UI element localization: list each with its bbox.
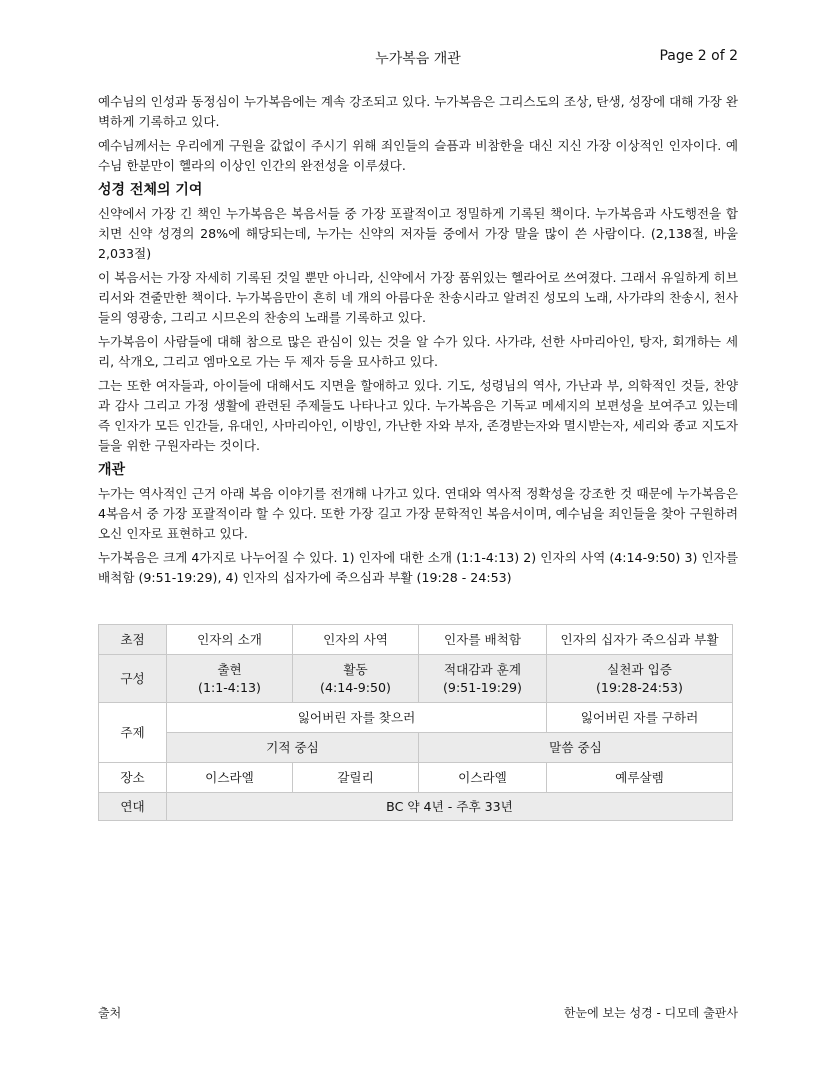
table-cell bbox=[293, 655, 419, 703]
table-cell: 이스라엘 bbox=[419, 763, 547, 793]
table-row bbox=[99, 655, 733, 703]
cell-range: (19:28-24:53) bbox=[596, 679, 683, 695]
cell-range: (9:51-19:29) bbox=[443, 679, 522, 695]
table-cell: 인자의 십자가 죽으심과 부활 bbox=[547, 625, 733, 655]
table-cell: 예루살렘 bbox=[547, 763, 733, 793]
table-row bbox=[99, 733, 733, 763]
table-cell: 인자의 소개 bbox=[167, 625, 293, 655]
row-label: 주제 bbox=[99, 703, 167, 763]
table-cell: 이스라엘 bbox=[167, 763, 293, 793]
paragraph: 신약에서 가장 긴 책인 누가복음은 복음서들 중 가장 포괄적이고 정밀하게 기록된 책이다. 누가복음과 사도행전을 합치면 신약 성경의 28%에 해당되는데, 누가는 신약의 저자들 중에서 가장 말을 많이 쓴 사람이다. (2,138절, 바울 2,033절) bbox=[98, 206, 738, 261]
paragraph: 예수님의 인성과 동정심이 누가복음에는 계속 강조되고 있다. 누가복음은 그리스도의 조상, 탄생, 성장에 대해 가장 완벽하게 기록하고 있다. bbox=[98, 94, 738, 129]
paragraph: 이 복음서는 가장 자세히 기록된 것일 뿐만 아니라, 신약에서 가장 품위있는 헬라어로 쓰여졌다. 그래서 유일하게 히브리서와 견줄만한 책이다. 누가복음만이 흔히 네 개의 아름다운 찬송시라고 알려진 성모의 노래, 사가랴의 찬송시, 천사들의 영광송, 그리고 시므온의 찬송의 노래를 기록하고 있다. bbox=[98, 270, 738, 325]
table-cell: BC 약 4년 - 주후 33년 bbox=[167, 793, 733, 821]
paragraph: 누가복음이 사람들에 대해 참으로 많은 관심이 있는 것을 알 수가 있다. 사가랴, 선한 사마리아인, 탕자, 회개하는 세리, 삭개오, 그리고 엠마오로 가는 두 제자 등을 묘사하고 있다. bbox=[98, 334, 738, 369]
paragraph: 누가복음은 크게 4가지로 나누어질 수 있다. 1) 인자에 대한 소개 (1:1-4:13) 2) 인자의 사역 (4:14-9:50) 3) 인자를 배척함 (9:51-19:29), 4) 인자의 십자가에 죽으심과 부활 (19:28 - 24:53) bbox=[98, 550, 738, 585]
summary-table bbox=[98, 624, 733, 821]
cell-range: (4:14-9:50) bbox=[320, 679, 391, 695]
table-row bbox=[99, 625, 733, 655]
row-label: 장소 bbox=[99, 763, 167, 793]
cell-title: 출현 bbox=[217, 661, 242, 677]
paragraph: 예수님께서는 우리에게 구원을 값없이 주시기 위해 죄인들의 슬픔과 비참한을 대신 지신 가장 이상적인 인자이다. 예수님 한분만이 헬라의 이상인 인간의 완전성을 이루셨다. bbox=[98, 138, 738, 173]
section-heading: 개관 bbox=[98, 462, 126, 478]
table-cell bbox=[167, 655, 293, 703]
document-title: 누가복음 개관 bbox=[375, 51, 461, 67]
page-number: Page 2 of 2 bbox=[659, 48, 738, 64]
table-cell bbox=[547, 655, 733, 703]
paragraph: 그는 또한 여자들과, 아이들에 대해서도 지면을 할애하고 있다. 기도, 성령님의 역사, 가난과 부, 의학적인 것들, 찬양과 감사 그리고 가정 생활에 관련된 주제들도 나타나고 있다. 누가복음은 기독교 메세지의 보편성을 보여주고 있는데 즉 인자가 모든 인간들, 유대인, 사마리아인, 이방인, 가난한 자와 부자, 존경받는자와 멸시받는자, 세리와 종교 지도자들을 위한 구원자라는 것이다. bbox=[98, 378, 738, 453]
table-row bbox=[99, 793, 733, 821]
document-body bbox=[98, 92, 738, 592]
page-footer bbox=[98, 1004, 738, 1021]
table-cell: 갈릴리 bbox=[293, 763, 419, 793]
cell-range: (1:1-4:13) bbox=[198, 679, 261, 695]
table-row bbox=[99, 703, 733, 733]
page-header bbox=[98, 48, 738, 68]
table-cell bbox=[419, 655, 547, 703]
footer-citation: 한눈에 보는 성경 - 디모데 출판사 bbox=[563, 1006, 738, 1020]
table-cell: 기적 중심 bbox=[167, 733, 419, 763]
footer-source-label: 출처 bbox=[98, 1006, 122, 1020]
row-label: 연대 bbox=[99, 793, 167, 821]
cell-title: 활동 bbox=[343, 661, 368, 677]
section-heading: 성경 전체의 기여 bbox=[98, 182, 203, 198]
table-cell: 인자를 배척함 bbox=[419, 625, 547, 655]
table-cell: 말씀 중심 bbox=[419, 733, 733, 763]
row-label: 구성 bbox=[99, 655, 167, 703]
row-label: 초점 bbox=[99, 625, 167, 655]
table-cell: 잃어버린 자를 찾으러 bbox=[167, 703, 547, 733]
cell-title: 실천과 입증 bbox=[607, 661, 672, 677]
table-cell: 잃어버린 자를 구하러 bbox=[547, 703, 733, 733]
table-row bbox=[99, 763, 733, 793]
paragraph: 누가는 역사적인 근거 아래 복음 이야기를 전개해 나가고 있다. 연대와 역사적 정확성을 강조한 것 때문에 누가복음은 4복음서 중 가장 포괄적이라 할 수 있다. 또한 가장 길고 가장 문학적인 복음서이며, 예수님을 죄인들을 찾아 구원하려 오신 인자로 표현하고 있다. bbox=[98, 486, 738, 541]
table-cell: 인자의 사역 bbox=[293, 625, 419, 655]
cell-title: 적대감과 훈계 bbox=[444, 661, 521, 677]
